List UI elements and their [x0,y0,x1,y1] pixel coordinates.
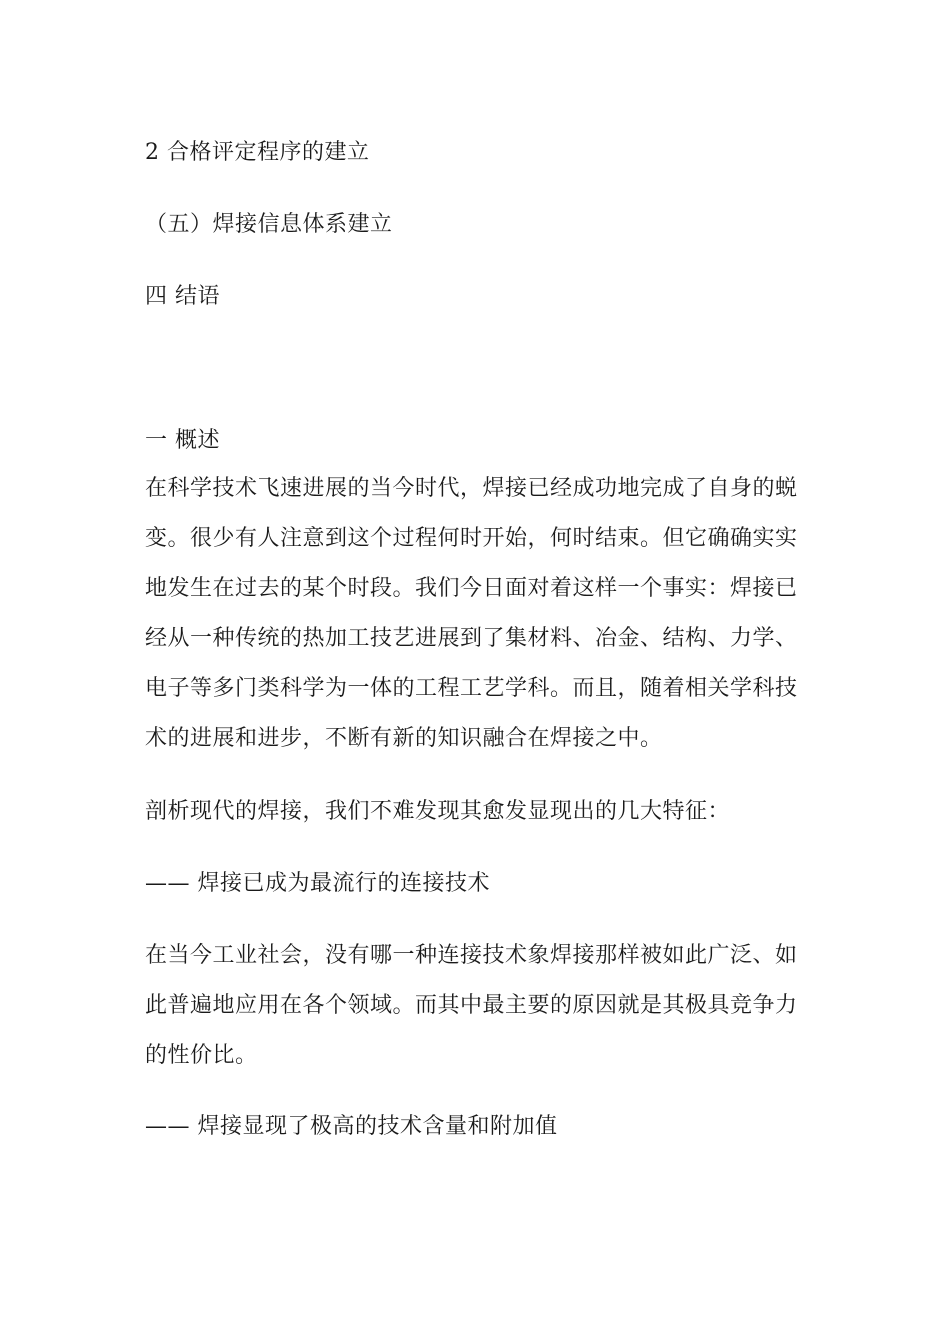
paragraph-feature-1 [145,943,805,1093]
toc-item-5: （五）焊接信息体系建立 [145,212,393,237]
toc-item-2: 2 合格评定程序的建立 [145,140,370,165]
paragraph-line: 在当今工业社会，没有哪一种连接技术象焊接那样被如此广泛、如 [145,943,798,968]
paragraph-features-intro: 剖析现代的焊接，我们不难发现其愈发显现出的几大特征： [145,799,731,824]
paragraph-line: 电子等多门类科学为一体的工程工艺学科。而且，随着相关学科技 [145,676,798,701]
paragraph-line: 经从一种传统的热加工技艺进展到了集材料、冶金、结构、力学、 [145,626,798,651]
paragraph-line: 地发生在过去的某个时段。我们今日面对着这样一个事实：焊接已 [145,576,798,601]
section-heading-overview: 一 概述 [145,428,220,453]
paragraph-line: 的性价比。 [145,1043,258,1068]
feature-heading-2: —— 焊接显现了极高的技术含量和附加值 [145,1114,558,1139]
paragraph-line: 此普遍地应用在各个领域。而其中最主要的原因就是其极具竞争力 [145,993,798,1018]
toc-item-conclusion: 四 结语 [145,284,220,309]
paragraph-intro [145,476,805,776]
feature-heading-1: —— 焊接已成为最流行的连接技术 [145,871,490,896]
paragraph-line: 变。很少有人注意到这个过程何时开始，何时结束。但它确确实实 [145,526,798,551]
paragraph-line: 术的进展和进步，不断有新的知识融合在焊接之中。 [145,726,663,751]
paragraph-line: 在科学技术飞速进展的当今时代，焊接已经成功地完成了自身的蜕 [145,476,798,501]
